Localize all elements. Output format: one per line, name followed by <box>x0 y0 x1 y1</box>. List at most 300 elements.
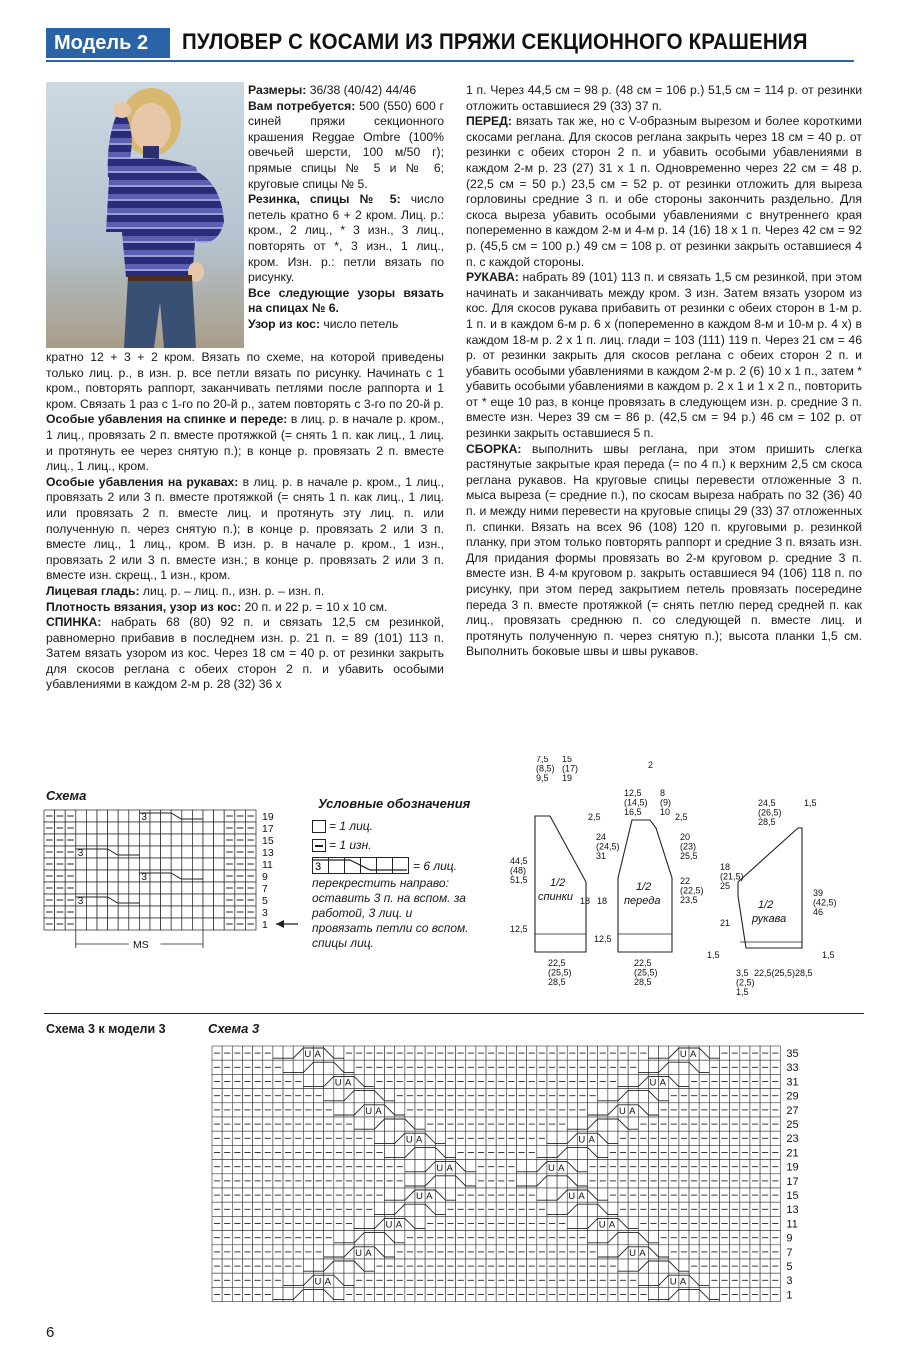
chart-cell <box>97 822 108 834</box>
chart-cell <box>214 834 225 846</box>
paragraph-text: в лиц. р. в начале р. кром., 1 лиц., провязать 2 или 3 п. вместе протяжкой (= снять 1 п. как лиц., 1 лиц. или провязать 2 п. вместе лиц. и протянуть эту лиц. п. или полученную п. через снятую п.); в конце р. провязать 2 или 3 п. вместе лиц., 1 лиц., кром. В изн. р. в начале р. кром., 1 изн., провязать 2 или 3 п. вместе изн.; в конце р. провязать 2 или 3 п. вместе изн. скрещ., 1 изн., кром. <box>46 474 444 583</box>
u-mark: U <box>679 1049 687 1061</box>
paragraph-heading: ПЕРЕД: <box>466 114 512 129</box>
cable-symbol-icon <box>312 857 410 875</box>
chart-cell <box>86 906 97 918</box>
chart-cell <box>118 810 129 822</box>
row-number-label: 25 <box>786 1119 799 1131</box>
u-mark: U <box>598 1219 606 1231</box>
row-number-label: 5 <box>786 1261 793 1273</box>
dimension-label: (22,5) <box>680 885 704 896</box>
cable-mark-label: 3 <box>77 848 84 859</box>
row-number-label: 1 <box>786 1289 793 1302</box>
chart-cell <box>108 882 119 894</box>
chart-cell <box>161 918 172 930</box>
dimension-label: 2 <box>648 760 654 770</box>
chart-cell <box>214 918 225 930</box>
text-column-left <box>46 350 444 693</box>
chart-cell <box>150 834 161 846</box>
row-number-label: 11 <box>786 1218 798 1231</box>
u-mark: U <box>578 1134 586 1146</box>
chart-cell <box>86 870 97 882</box>
paragraph-heading: Узор из кос: <box>248 316 320 331</box>
chart-cell <box>118 858 129 870</box>
cable-mark-label: 3 <box>315 861 322 873</box>
u-mark: U <box>547 1162 555 1174</box>
a-mark: A <box>344 1077 352 1089</box>
dimension-label: (26,5) <box>758 807 782 818</box>
chart-cell <box>86 822 97 834</box>
chart-cell <box>97 918 108 930</box>
row-number-label: 3 <box>786 1275 793 1288</box>
chart-cell <box>182 858 193 870</box>
row-number-label: 7 <box>262 883 268 895</box>
chart-cell <box>182 918 193 930</box>
chart-cell <box>97 834 108 846</box>
chart-cell <box>171 882 182 894</box>
chart-cell <box>182 834 193 846</box>
chart-cell <box>192 858 203 870</box>
paragraph-text: выполнить швы реглана, при этом пришить слегка растянутые закрытые края переда (= по 4 п.) к верхним 2,5 см скоса реглана рукавов. На круговые спицы перевести отложенные 3 п. мыса выреза (= средние п.), по скосам выреза набрать по 32 (36) 40 п. и между ними перевести на круговые спицы 29 (33) 37 отложенных п. спинки. Вязать на всех 96 (108) 120 п. круговыми р. резинкой планку, при этом только повторять раппорт и средние 3 п. вязать изн. Для придания формы провязать во 2-м круговом р. средние 3 п. вместе изн. В 4-м круговом р. закрыть оставшиеся 94 (106) 118 п. по рисунку, при этом перед закрытием петель провязать посередине переда 3 п. вместе протяжкой (= снять петлю перед средней п. как лиц., провязать среднюю п. со следующей п. вместе лиц. и протянуть полученную п. через снятую п.); высота планки 1,5 см. Выполнить боковые швы и швы рукавов. <box>466 441 862 659</box>
chart-cell <box>76 858 87 870</box>
dimension-label: (48) <box>510 865 527 876</box>
chart-cell <box>203 858 214 870</box>
a-mark: A <box>690 1049 697 1061</box>
chart-cell <box>139 906 150 918</box>
chart-cell <box>182 894 193 906</box>
chart-cell <box>203 882 214 894</box>
chart-cell <box>97 846 108 858</box>
scheme-title: Схема <box>46 788 87 803</box>
chart-cell <box>129 882 140 894</box>
chart-cell <box>161 870 172 882</box>
paragraph-heading: Особые убавления на рукавах: <box>46 474 239 489</box>
u-mark: U <box>304 1049 312 1061</box>
chart-cell <box>203 834 214 846</box>
chart-cell <box>86 894 97 906</box>
dimension-label: 9,5 <box>536 773 549 783</box>
a-mark: A <box>608 1219 616 1231</box>
page-header <box>46 28 854 62</box>
row-number-label: 17 <box>262 823 274 835</box>
dimension-label: 12,5 <box>510 924 528 934</box>
chart-cell <box>76 918 87 930</box>
cable-scheme-chart <box>40 806 300 976</box>
legend-title: Условные обозначения <box>318 796 471 811</box>
page-title: ПУЛОВЕР С КОСАМИ ИЗ ПРЯЖИ СЕКЦИОННОГО КРАШЕНИЯ <box>182 29 808 54</box>
u-mark: U <box>416 1191 423 1203</box>
paragraph <box>46 584 444 600</box>
u-mark: U <box>649 1077 657 1089</box>
legend-cable: = 6 лиц. <box>413 858 457 873</box>
dimension-label: (42,5) <box>813 897 837 908</box>
title-rule <box>46 60 854 62</box>
a-mark: A <box>446 1162 453 1174</box>
paragraph-heading: Резинка, спицы № 5: <box>248 192 401 207</box>
section-divider <box>44 1013 864 1014</box>
chart-cell <box>118 918 129 930</box>
u-mark: U <box>629 1248 637 1259</box>
row-number-label: 21 <box>786 1147 799 1160</box>
chart-cell <box>118 822 129 834</box>
chart-cell <box>129 918 140 930</box>
u-mark: U <box>436 1162 444 1174</box>
piece-label: переда <box>624 895 661 907</box>
dimension-label: (21,5) <box>720 871 744 882</box>
a-mark: A <box>578 1191 585 1203</box>
chart-cell <box>139 894 150 906</box>
chart-cell <box>97 810 108 822</box>
chart-cell <box>161 846 172 858</box>
a-mark: A <box>395 1219 403 1231</box>
dimension-label: (25,5) <box>548 967 572 978</box>
piece-label: 1/2 <box>636 881 652 893</box>
dimension-label: 21 <box>720 918 731 928</box>
row-number-label: 15 <box>262 835 274 847</box>
u-mark: U <box>314 1276 322 1288</box>
dimension-label: 28,5 <box>548 977 566 987</box>
a-mark: A <box>365 1248 372 1259</box>
u-mark: U <box>385 1219 393 1231</box>
dimension-label: 19 <box>562 773 573 783</box>
scheme3-caption: Схема 3 <box>208 1021 260 1036</box>
dimension-label: 22,5 <box>634 958 652 968</box>
dimension-label: 1,5 <box>707 950 720 960</box>
chart-cell <box>192 918 203 930</box>
dimension-label: 24,5 <box>758 798 776 808</box>
chart-cell <box>118 882 129 894</box>
chart-cell <box>182 810 193 822</box>
dimension-label: 22,5(25,5)28,5 <box>754 968 813 978</box>
dimension-label: (8,5) <box>536 763 555 774</box>
row-number-label: 19 <box>262 811 274 823</box>
row-number-label: 9 <box>786 1232 793 1245</box>
paragraph-heading: Особые убавления на спинке и переде: <box>46 412 288 427</box>
dimension-label: 20 <box>680 832 691 842</box>
dimension-label: 8 <box>660 788 666 798</box>
row-number-label: 11 <box>262 859 273 871</box>
paragraph <box>248 317 444 333</box>
chart-cell <box>192 882 203 894</box>
chart-cell <box>182 846 193 858</box>
chart-cell <box>161 906 172 918</box>
chart-cell <box>171 918 182 930</box>
paragraph <box>466 270 862 442</box>
row-number-label: 9 <box>262 871 268 883</box>
dimension-label: 39 <box>813 888 824 898</box>
a-mark: A <box>659 1077 666 1089</box>
paragraph-text: в лиц. р. в начале р. кром., 1 лиц., провязать 2 п. вместе протяжкой (= снять 1 п. как лиц., 1 лиц. и протянуть ее через снятую п.); в конце р. провязать 2 п. вместе лиц., 1 лиц., кром. <box>46 412 444 474</box>
chart-cell <box>76 870 87 882</box>
chart-cell <box>192 822 203 834</box>
paragraph-heading: СБОРКА: <box>466 441 522 456</box>
paragraph <box>46 412 444 474</box>
paragraph-text: число петель кратно 6 + 2 кром. Лиц. р.: кром., 2 лиц., * 3 изн., 3 лиц., повторять от *, 3 изн., 1 лиц., кром. Изн. р.: петли вязать по рисунку. <box>248 192 444 285</box>
dimension-label: 18 <box>580 896 591 906</box>
row-number-label: 3 <box>262 907 268 919</box>
dimension-label: 2,5 <box>588 812 601 822</box>
row-number-label: 29 <box>786 1090 799 1103</box>
paragraph <box>46 475 444 584</box>
chart-cell <box>150 846 161 858</box>
text-column-right <box>466 83 862 660</box>
row-number-label: 5 <box>262 895 268 907</box>
chart-cell <box>97 906 108 918</box>
chart-cell <box>108 870 119 882</box>
chart-cell <box>86 810 97 822</box>
chart-cell <box>214 882 225 894</box>
dimension-label: 51,5 <box>510 875 528 885</box>
legend-cable-desc: перекрестить направо: оставить 3 п. на вспом. за работой, 3 лиц. и провязать петли со вспом. спицы лиц. <box>312 876 469 950</box>
chart-cell <box>203 846 214 858</box>
paragraph <box>248 192 444 286</box>
piece-label: 1/2 <box>550 877 566 889</box>
u-mark: U <box>619 1106 626 1117</box>
dimension-label: 22 <box>680 876 691 886</box>
dimension-label: 2,5 <box>675 812 688 822</box>
u-mark: U <box>334 1077 342 1089</box>
chart-cell <box>192 870 203 882</box>
paragraph-heading: СПИНКА: <box>46 615 102 630</box>
scheme3-chart <box>210 1040 806 1320</box>
model-photo <box>46 82 244 348</box>
dimension-label: 28,5 <box>634 977 652 987</box>
paragraph-text: лиц. р. – лиц. п., изн. р. – изн. п. <box>139 583 325 598</box>
chart-cell <box>108 834 119 846</box>
dimension-label: (25,5) <box>634 967 658 978</box>
chart-cell <box>150 894 161 906</box>
chart-cell <box>139 882 150 894</box>
chart-cell <box>108 810 119 822</box>
chart-cell <box>214 858 225 870</box>
paragraph-heading: Все следующие узоры вязать на спицах № 6. <box>248 285 444 316</box>
chart-cell <box>76 810 87 822</box>
dimension-label: 12,5 <box>594 934 612 944</box>
chart-cell <box>139 918 150 930</box>
chart-cell <box>118 834 129 846</box>
chart-cell <box>118 894 129 906</box>
paragraph-text: 20 п. и 22 р. = 10 х 10 см. <box>241 599 388 614</box>
paragraph <box>46 615 444 693</box>
dimension-label: (17) <box>562 763 579 774</box>
chart-cell <box>118 870 129 882</box>
chart-cell <box>214 846 225 858</box>
paragraph-text: 36/38 (40/42) 44/46 <box>306 83 417 97</box>
paragraph-heading: Лицевая гладь: <box>46 583 140 598</box>
a-mark: A <box>679 1276 687 1288</box>
chart-cell <box>86 846 97 858</box>
dimension-label: (24,5) <box>596 841 620 852</box>
chart-cell <box>161 822 172 834</box>
sleeve-outline <box>738 828 802 948</box>
a-mark: A <box>416 1134 423 1146</box>
u-mark: U <box>355 1248 362 1259</box>
dimension-label: (2,5) <box>736 977 755 988</box>
legend <box>312 796 482 951</box>
row-number-label: 1 <box>262 919 268 931</box>
pattern-pieces-diagram <box>500 756 870 1006</box>
cable-mark-label: 3 <box>141 872 147 883</box>
scheme3-caption-left: Схема 3 к модели 3 <box>46 1022 166 1036</box>
paragraph <box>46 600 444 616</box>
chart-cell <box>203 822 214 834</box>
chart-cell <box>214 822 225 834</box>
knit-symbol-icon <box>312 820 326 833</box>
a-mark: A <box>558 1162 565 1174</box>
chart-cell <box>76 822 87 834</box>
chart-cell <box>171 846 182 858</box>
a-mark: A <box>588 1134 595 1146</box>
purl-symbol-icon <box>312 839 326 852</box>
chart-cell <box>97 882 108 894</box>
piece-label: спинки <box>538 891 574 903</box>
paragraph-heading: Плотность вязания, узор из кос: <box>46 599 242 614</box>
chart-cell <box>150 870 161 882</box>
chart-cell <box>203 870 214 882</box>
chart-cell <box>76 882 87 894</box>
chart-cell <box>97 894 108 906</box>
dimension-label: 7,5 <box>536 756 549 764</box>
chart-cell <box>86 882 97 894</box>
piece-label: рукава <box>752 913 787 925</box>
chart-cell <box>86 858 97 870</box>
chart-cell <box>161 882 172 894</box>
chart-cell <box>214 870 225 882</box>
u-mark: U <box>365 1106 373 1117</box>
chart-cell <box>150 906 161 918</box>
dimension-label: 1,5 <box>736 987 749 997</box>
chart-cell <box>108 906 119 918</box>
a-mark: A <box>426 1191 433 1203</box>
chart-cell <box>192 834 203 846</box>
a-mark: A <box>324 1276 331 1288</box>
chart-cell <box>182 870 193 882</box>
chart-cell <box>108 822 119 834</box>
paragraph-text: набрать 89 (101) 113 п. и связать 1,5 см резинкой, при этом начинать и заканчивать между кром. 3 изн. Затем вязать узором из кос. Для скосов рукава прибавить от резинки с обеих сторон в 1-м р. 1 п. и в каждом 6-м р. 6 х (попеременно в каждом 8-м и 10-м р. 4 х) в каждом 18-м р. 2 х 1 п. лиц. глади = 103 (111) 119 п. Через 21 см = 46 р. от резинки закрыть для скосов реглана с обеих сторон 2 п. и убавить особыми убавлениями в каждом 2-м р. 2 (6) 10 х 1 п., затем * убавить особыми убавлениями в каждом р. 2 х 1 и 1 х 2 п., повторить от * еще 10 раз, в конце провязать в следующем изн. р. средние 3 п. вместе изн. Через 39 см = 86 р. (42,5 см = 94 р.) 46 см = 102 р. от резинки закрыть оставшиеся 5 п. <box>466 270 862 441</box>
dimension-label: 12,5 <box>624 788 642 798</box>
u-mark: U <box>405 1134 413 1146</box>
paragraph <box>46 350 444 412</box>
chart-cell <box>139 858 150 870</box>
paragraph-text: набрать 68 (80) 92 п. и связать 12,5 см резинкой, равномерно прибавив в последнем изн. р. 21 п. = 89 (101) 113 п. Затем вязать узором из кос. Через 18 см = 40 р. от резинки закрыть для скосов реглана с обеих сторон 2 п. и убавить особыми убавлениями в каждом 2-м р. 28 (32) 36 х <box>46 615 444 692</box>
chart-cell <box>129 810 140 822</box>
chart-cell <box>139 834 150 846</box>
a-mark: A <box>639 1248 646 1259</box>
chart-cell <box>129 894 140 906</box>
dimension-label: 44,5 <box>510 856 528 866</box>
dimension-label: 23,5 <box>680 895 698 905</box>
chart-cell <box>203 810 214 822</box>
chart-cell <box>161 810 172 822</box>
row-number-label: 13 <box>262 847 274 859</box>
paragraph-text: кратно 12 + 3 + 2 кром. Вязать по схеме, на которой приведены только лиц. р., в изн. р. все петли вязать по рисунку. Начинать с 1 кром., повторять раппорт, заканчивать петлями после раппорта и 1 кром. Связать 1 раз с 1-го по 20-й р., затем повторять с 3-го по 20-й р. <box>46 350 444 411</box>
chart-cell <box>150 918 161 930</box>
chart-cell <box>171 894 182 906</box>
chart-cell <box>171 834 182 846</box>
chart-cell <box>192 906 203 918</box>
dimension-label: 15 <box>562 756 573 764</box>
a-mark: A <box>314 1049 321 1061</box>
arrow-icon <box>276 920 284 928</box>
a-mark: A <box>629 1106 636 1117</box>
paragraph-text: 500 (550) 600 г синей пряжи секционного крашения Reggae Ombre (100% овечьей шерсти, 100 м/50 г); прямые спицы № 5 и № 6; круговые спицы № 5. <box>248 98 444 191</box>
paragraph-heading: РУКАВА: <box>466 270 519 285</box>
chart-cell <box>118 906 129 918</box>
row-number-label: 27 <box>786 1104 799 1117</box>
row-number-label: 13 <box>786 1204 799 1217</box>
paragraph-text: вязать так же, но с V-образным вырезом и более короткими скосами реглана. Для скосов реглана закрыть через 18 см = 40 р. от резинки с обеих сторон 2 п. и убавить особыми убавлениями в каждом 2-м р. 23 (27) 31 х 1 п. Одновременно через 22 см = 48 р. (22,5 см = 50 р.) 23,5 см = 52 р. от резинки отложить для выреза горловины средние 3 п. и обе стороны закончить раздельно. Для скоса выреза убавить особыми убавлениями с внутреннего края попеременно в каждом 2-м и 4-м р. 14 (16) 18 х 1 п. Через 42 см = 92 р. (45,5 см = 100 р.) 49 см = 108 р. от резинки закрыть оставшиеся 4 п. с каждой стороны. <box>466 114 862 269</box>
photo-illustration <box>46 82 244 348</box>
chart-cell <box>171 822 182 834</box>
paragraph <box>466 83 862 114</box>
dimension-label: 25 <box>720 881 731 891</box>
legend-knit: = 1 лиц. <box>329 819 373 833</box>
cable-mark-label: 3 <box>141 812 147 823</box>
dimension-label: 10 <box>660 807 671 817</box>
chart-cell <box>129 834 140 846</box>
dimension-label: 3,5 <box>736 968 749 978</box>
chart-cell <box>86 834 97 846</box>
dimension-label: 22,5 <box>548 958 566 968</box>
chart-cell <box>86 918 97 930</box>
row-number-label: 23 <box>786 1133 799 1146</box>
page-number: 6 <box>46 1324 55 1341</box>
row-number-label: 35 <box>786 1048 799 1060</box>
chart-cell <box>214 906 225 918</box>
chart-cell <box>108 918 119 930</box>
chart-cell <box>150 858 161 870</box>
row-number-label: 31 <box>786 1076 799 1089</box>
paragraph <box>248 99 444 193</box>
dimension-label: (23) <box>680 841 697 852</box>
chart-cell <box>129 822 140 834</box>
cable-mark-label: 3 <box>77 896 84 907</box>
chart-cell <box>76 834 87 846</box>
dimension-label: 1,5 <box>822 950 835 960</box>
legend-purl: = 1 изн. <box>329 838 372 852</box>
paragraph-text: 1 п. Через 44,5 см = 98 р. (48 см = 106 р.) 51,5 см = 114 р. от резинки отложить оставшиеся 29 (33) 37 п. <box>466 83 862 113</box>
chart-cell <box>139 822 150 834</box>
chart-cell <box>129 870 140 882</box>
dimension-label: (14,5) <box>624 797 648 808</box>
chart-cell <box>129 906 140 918</box>
chart-cell <box>108 858 119 870</box>
u-mark: U <box>669 1276 677 1288</box>
row-number-label: 17 <box>786 1175 799 1188</box>
dimension-label: 24 <box>596 832 607 842</box>
chart-cell <box>182 822 193 834</box>
chart-cell <box>192 894 203 906</box>
chart-cell <box>76 906 87 918</box>
dimension-label: 18 <box>720 862 731 872</box>
repeat-label: MS <box>133 939 149 951</box>
chart-cell <box>214 894 225 906</box>
dimension-label: 1,5 <box>804 798 817 808</box>
paragraph <box>248 83 444 99</box>
chart-cell <box>118 846 129 858</box>
chart-cell <box>214 810 225 822</box>
chart-cell <box>150 810 161 822</box>
chart-cell <box>97 858 108 870</box>
row-number-label: 19 <box>786 1161 799 1174</box>
chart-cell <box>150 822 161 834</box>
dimension-label: 46 <box>813 907 824 917</box>
chart-cell <box>161 834 172 846</box>
chart-cell <box>171 906 182 918</box>
chart-cell <box>161 858 172 870</box>
chart-cell <box>97 870 108 882</box>
text-column-top <box>248 83 444 333</box>
